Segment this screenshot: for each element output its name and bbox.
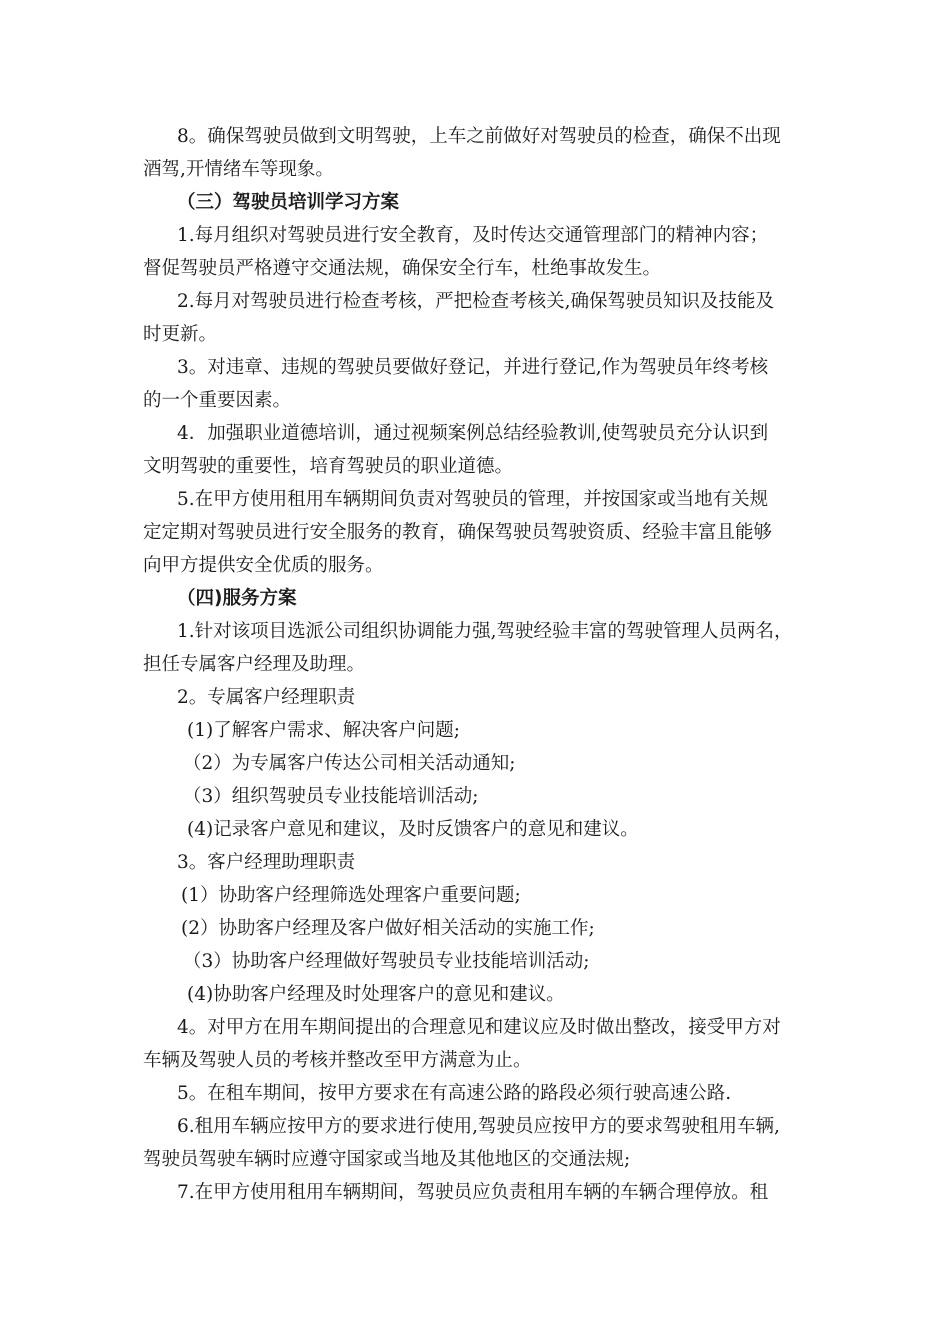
list-item: （3）协助客户经理做好驾驶员专业技能培训活动;: [183, 951, 590, 972]
list-item: (1）协助客户经理筛选处理客户重要问题;: [181, 885, 521, 906]
paragraph-line: 2.每月对驾驶员进行检查考核，严把检查考核关,确保驾驶员知识及技能及: [177, 291, 775, 312]
paragraph-line: 5。在租车期间，按甲方要求在有高速公路的路段必须行驶高速公路.: [177, 1083, 732, 1104]
paragraph-line: 文明驾驶的重要性，培育驾驶员的职业道德。: [143, 456, 514, 477]
paragraph-line: 6.租用车辆应按甲方的要求进行使用,驾驶员应按甲方的要求驾驶租用车辆,: [177, 1116, 780, 1137]
paragraph-line: 8。确保驾驶员做到文明驾驶，上车之前做好对驾驶员的检查，确保不出现: [177, 126, 781, 147]
list-item: (4)记录客户意见和建议，及时反馈客户的意见和建议。: [187, 819, 639, 840]
paragraph-line: 向甲方提供安全优质的服务。: [143, 555, 384, 576]
paragraph-line: 担任专属客户经理及助理。: [143, 654, 366, 675]
paragraph-line: 的一个重要因素。: [143, 390, 292, 411]
paragraph-line: 4．加强职业道德培训，通过视频案例总结经验教训,使驾驶员充分认识到: [177, 423, 769, 444]
list-item: （2）为专属客户传达公司相关活动通知;: [183, 753, 516, 774]
paragraph-line: 督促驾驶员严格遵守交通法规，确保安全行车，杜绝事故发生。: [143, 258, 662, 279]
paragraph-line: 2。专属客户经理职责: [177, 687, 356, 708]
paragraph-line: 3。对违章、违规的驾驶员要做好登记，并进行登记,作为驾驶员年终考核: [177, 357, 769, 378]
list-item: (1)了解客户需求、解决客户问题;: [187, 720, 460, 741]
paragraph-line: 驾驶员驾驶车辆时应遵守国家或当地及其他地区的交通法规;: [143, 1149, 631, 1170]
section-heading: （四)服务方案: [177, 588, 297, 609]
section-heading: （三）驾驶员培训学习方案: [177, 192, 400, 213]
list-item: （3）组织驾驶员专业技能培训活动;: [183, 786, 479, 807]
paragraph-line: 3。客户经理助理职责: [177, 852, 356, 873]
paragraph-line: 车辆及驾驶人员的考核并整改至甲方满意为止。: [143, 1050, 532, 1071]
paragraph-line: 7.在甲方使用租用车辆期间，驾驶员应负责租用车辆的车辆合理停放。租: [177, 1182, 769, 1203]
paragraph-line: 5.在甲方使用租用车辆期间负责对驾驶员的管理，并按国家或当地有关规: [177, 489, 769, 510]
paragraph-line: 4。对甲方在用车期间提出的合理意见和建议应及时做出整改，接受甲方对: [177, 1017, 781, 1038]
paragraph-line: 1.针对该项目选派公司组织协调能力强,驾驶经验丰富的驾驶管理人员两名，: [177, 621, 793, 642]
list-item: (4)协助客户经理及时处理客户的意见和建议。: [187, 984, 565, 1005]
paragraph-line: 时更新。: [143, 324, 218, 345]
paragraph-line: 1.每月组织对驾驶员进行安全教育，及时传达交通管理部门的精神内容；: [177, 225, 769, 246]
paragraph-line: 定定期对驾驶员进行安全服务的教育，确保驾驶员驾驶资质、经验丰富且能够: [143, 522, 773, 543]
list-item: (2）协助客户经理及客户做好相关活动的实施工作;: [181, 918, 595, 939]
paragraph-line: 酒驾,开情绪车等现象。: [143, 159, 334, 180]
